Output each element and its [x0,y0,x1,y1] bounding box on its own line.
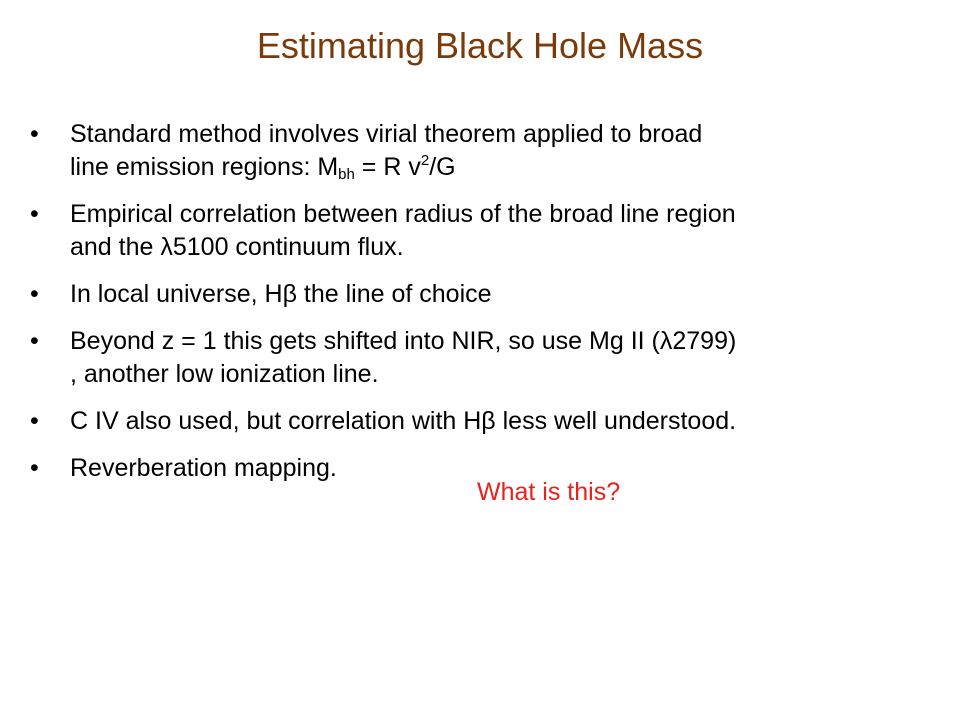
bullet-item [30,278,950,311]
bullet-item [30,405,950,438]
bullet-marker: • [30,454,39,482]
slide-title: Estimating Black Hole Mass [256,25,704,66]
bullet-text-fragment: = R v [354,153,421,181]
subscript-text: bh [338,166,355,183]
bullet-marker: • [30,327,39,355]
bullet-list [30,118,950,499]
bullet-text-line: Standard method involves virial theorem applied to broad [70,120,703,148]
bullet-item [30,198,950,264]
bullet-marker: • [30,407,39,435]
bullet-text-fragment: /G [429,153,456,181]
bullet-item [30,118,950,184]
bullet-text-line: Empirical correlation between radius of the broad line region [70,200,736,228]
bullet-text-line: Beyond z = 1 this gets shifted into NIR, so use Mg II (λ2799) [70,327,737,355]
bullet-item [30,325,950,391]
annotation-note: What is this? [477,478,621,506]
bullet-text-line: and the λ5100 continuum flux. [70,233,404,261]
bullet-marker: • [30,120,39,148]
bullet-marker: • [30,280,39,308]
bullet-text-line: C IV also used, but correlation with Hβ less well understood. [70,407,737,435]
bullet-text-line: In local universe, Hβ the line of choice [70,280,492,308]
bullet-text-line: , another low ionization line. [70,360,379,388]
superscript-text: 2 [420,152,430,169]
bullet-text-line [70,151,950,184]
bullet-text-line: Reverberation mapping. [70,454,337,482]
bullet-text-fragment: line emission regions: M [70,153,339,181]
bullet-marker: • [30,200,39,228]
